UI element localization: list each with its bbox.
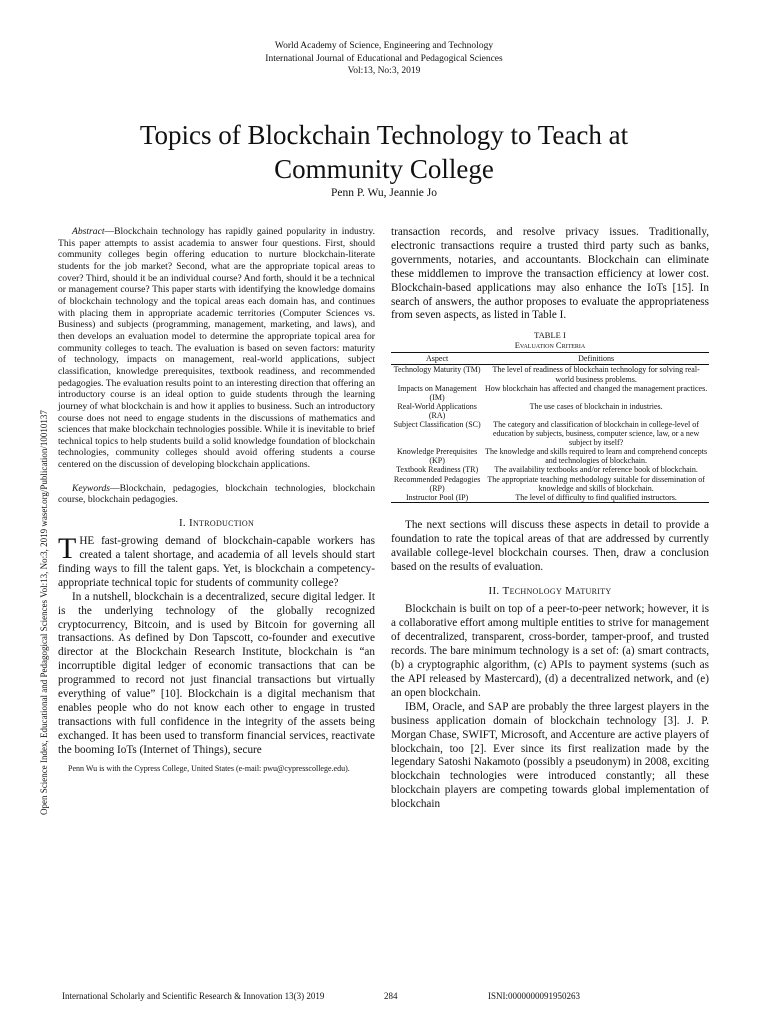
table-cell-definition: The availability textbooks and/or reference book of blockchain. [494, 465, 698, 475]
table-cell-aspect: Knowledge Prerequisites (KP) [397, 447, 478, 466]
evaluation-criteria-table [391, 352, 709, 503]
keywords [58, 483, 375, 506]
table-cell-aspect: Impacts on Management (IM) [397, 383, 477, 402]
intro-paragraph-2: In a nutshell, blockchain is a decentralized, secure digital ledger. It is the underlying technology of the globally recognized cryptocurrency, Bitcoin, and is used by Bitcoin for governing all transactions. As defined by Don Tapscott, co-founder and executive director at the Blockchain Research Institute, blockchain is “an incorruptible digital ledger of economic transactions that can be programmed to record not just financial transactions but virtually everything of value” [10]. Blockchain is a digital mechanism that enables people who do not know each other to engage in trusted transactions with full confidence in the integrity of the assets being exchanged. It has been used to transform financial services, reactivate the booming IoTs (Internet of Things), secure [58, 590, 375, 756]
section-title: Technology Maturity [502, 585, 612, 598]
table-row [391, 384, 709, 402]
journal-header [0, 40, 768, 78]
table-header-row [391, 353, 709, 365]
table-row [391, 465, 709, 474]
table-number: TABLE I [534, 330, 566, 341]
abstract-text: —Blockchain technology has rapidly gained popularity in industry. This paper attempts to assist academia to answer four questions. First, should community colleges begin offering education to nurture blockchain-literate students for the job market? Second, what are the appropriate topical areas to cover? Third, should it be an individual course? And forth, should it be a technical or management course? This paper starts with identifying the knowledge domains of blockchain technology and the topical areas each domain has, and continues with placing them in appropriate academic territories (Computer Sciences vs. Business) and subjects (programming, management, marketing, and laws), and then develops an evaluation model to determine the appropriate topical area for community colleges to teach. The evaluation is based on seven factors: maturity of technology, impacts on management, real-world applications, subject classification, knowledge prerequisites, textbook readiness, and recommended pedagogies. The evaluation results point to an interesting direction that offering an introductory course is an ideal option to guide students through the learning journey of what blockchain is and how it applies to business. Such an introductory course does not need to engage students in the discussions of mathematics and sciences that make blockchain technologies possible. While it is inevitable to brief technical topics to help students build a solid knowledge foundation of blockchain technologies, community colleges should avoid offering students a course centered on the discussion of developing blockchain applications. [58, 226, 375, 471]
table-row [391, 365, 709, 384]
table-header-definitions: Definitions [483, 353, 709, 365]
intro-paragraph-1-text: HE fast-growing demand of blockchain-capable workers has created a talent shortage, and academia of all levels should start finding ways to fill the talent gaps. Yet, is blockchain a competency-appropriate technical topic for students of community college? [58, 535, 375, 589]
table-cell-aspect: Real-World Applications (RA) [397, 401, 477, 420]
right-paragraph-3: Blockchain is built on top of a peer-to-peer network; however, it is a collaborative effort among multiple entities to strive for management of decentralized, transparent, cross-border, tamper-proof, and trusted records. The bare minimum technology is a set of: (a) smart contracts, (b) a cryptographic algorithm, (c) APIs to payment systems (such as the API released by Mastercard), (d) a decentralized network, and (e) an open blockchain. [391, 603, 709, 699]
section-number: II. [488, 585, 500, 598]
author-footnote: Penn Wu is with the Cypress College, United States (e-mail: pwu@cypresscollege.edu). [68, 763, 350, 773]
table-cell-aspect: Subject Classification (SC) [393, 420, 481, 429]
right-body-bottom [391, 519, 709, 575]
table-cell-definition: The category and classification of blockchain in college-level of education by subjects, business, computer science, law, or a new subject by itself? [492, 420, 700, 448]
table-caption [391, 330, 709, 350]
abstract [58, 226, 375, 471]
table-cell-aspect: Technology Maturity (TM) [393, 365, 481, 375]
table-cell-definition: How blockchain has affected and changed the management practices. [485, 383, 708, 393]
table-cell-aspect: Instructor Pool (IP) [391, 493, 483, 503]
right-body-top [391, 226, 709, 323]
table-row [391, 447, 709, 465]
table-cell-definition: The use cases of blockchain in industries. [529, 401, 663, 411]
paper-title-line-2: Community College [274, 154, 494, 184]
journal-publisher: World Academy of Science, Engineering and Technology [274, 41, 494, 51]
table-title: Evaluation Criteria [514, 340, 586, 351]
section-heading-introduction [58, 517, 375, 529]
introduction-body [58, 532, 375, 758]
technology-maturity-body [391, 603, 709, 812]
footer-isni: ISNI:0000000091950263 [488, 991, 580, 1001]
drop-cap: T [58, 532, 77, 566]
journal-name: International Journal of Educational and Pedagogical Sciences [265, 53, 503, 64]
table-row [391, 475, 709, 493]
right-paragraph-2: The next sections will discuss these aspects in detail to provide a foundation to rate the topical areas of that are addressed by currently available college-level blockchain courses. Then, draw a conclusion based on the results of evaluation. [391, 518, 709, 573]
section-heading-technology-maturity [391, 585, 709, 597]
table-cell-definition: The appropriate teaching methodology suitable for dissemination of knowledge and skills of blockchain. [487, 474, 705, 493]
section-title: Introduction [189, 517, 255, 530]
side-index-text: Open Science Index, Educational and Pedagogical Sciences Vol:13, No:3, 2019 waset.org/Publication/10010137 [39, 410, 49, 815]
keywords-lead: Keywords [72, 482, 111, 494]
paper-title [60, 118, 708, 186]
intro-paragraph-1 [58, 532, 375, 591]
right-paragraph-1: transaction records, and resolve privacy issues. Traditionally, electronic transactions require a trusted third party such as banks, governments, notaries, and accountants. Blockchain can eliminate these middlemen to improve the transaction efficiency at lower cost. Blockchain-based applications may also enhance the IoTs [15]. In search of answers, the author proposes to evaluate the appropriateness from seven aspects, as listed in Table I. [391, 226, 709, 322]
right-paragraph-4: IBM, Oracle, and SAP are probably the three largest players in the business application domain of blockchain technology [3]. J. P. Morgan Chase, SWIFT, Microsoft, and Accenture are active players of blockchain, too [2]. Ever since its first realization made by the legendary Satoshi Nakamoto (possibly a pseudonym) in 2008, exciting blockchain technologies were introduced constantly; all these blockchain players are competing towards global implementation of blockchain [391, 700, 709, 811]
journal-volume: Vol:13, No:3, 2019 [347, 66, 421, 76]
table-header-aspect: Aspect [391, 353, 483, 365]
table-cell-aspect: Recommended Pedagogies (RP) [393, 474, 481, 493]
table-row [391, 420, 709, 447]
section-number: I. [178, 517, 186, 530]
footer-journal-info: International Scholarly and Scientific Research & Innovation 13(3) 2019 [62, 991, 325, 1001]
paper-title-line-1: Topics of Blockchain Technology to Teach at [139, 120, 629, 150]
table-cell-aspect: Textbook Readiness (TR) [396, 465, 479, 475]
table-row [391, 402, 709, 420]
table-cell-definition: The level of difficulty to find qualified instructors. [483, 493, 709, 503]
paper-authors: Penn P. Wu, Jeannie Jo [330, 187, 437, 199]
abstract-lead: Abstract [72, 226, 105, 237]
left-column [58, 226, 375, 774]
right-column [391, 226, 709, 812]
table-cell-definition: The level of readiness of blockchain technology for solving real-world business problems. [492, 365, 700, 384]
keywords-text: —Blockchain, pedagogies, blockchain technologies, blockchain course, blockchain pedagogies. [58, 482, 375, 506]
page-number: 284 [384, 991, 398, 1001]
table-cell-definition: The knowledge and skills required to learn and comprehend concepts and technologies of blockchain. [485, 447, 708, 466]
table-row [391, 493, 709, 503]
